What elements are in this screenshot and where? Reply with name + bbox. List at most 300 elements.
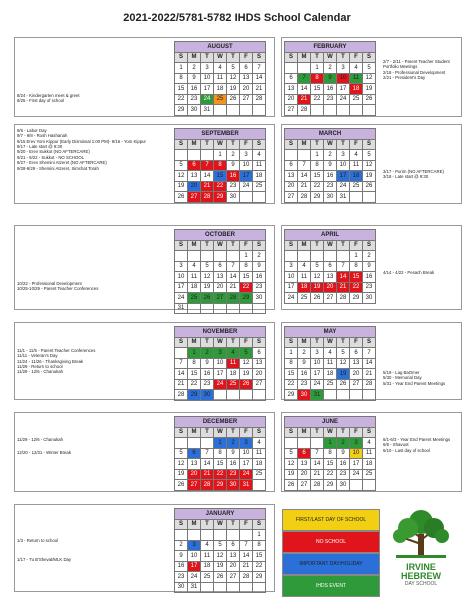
day-cell: 22: [311, 95, 324, 106]
calendar-april: [284, 229, 376, 304]
month-header: FEBRUARY: [285, 42, 376, 53]
day-cell: 20: [350, 369, 363, 380]
day-cell: 25: [350, 95, 363, 106]
empty-cell: [253, 304, 266, 315]
weekday-header: W: [324, 428, 337, 439]
empty-cell: [175, 251, 188, 262]
day-cell: 12: [363, 161, 376, 172]
day-cell: 7: [363, 348, 376, 359]
day-cell: 23: [324, 182, 337, 193]
weekday-header: W: [214, 140, 227, 151]
day-cell: 12: [285, 459, 298, 470]
weekday-header: W: [214, 241, 227, 252]
day-cell: 28: [363, 380, 376, 391]
day-cell: 6: [350, 348, 363, 359]
day-cell: 21: [240, 562, 253, 573]
day-cell: 27: [285, 192, 298, 203]
day-cell: 9: [227, 161, 240, 172]
day-cell: 17: [214, 369, 227, 380]
weekday-header: T: [311, 241, 324, 252]
day-cell: 3: [240, 438, 253, 449]
empty-cell: [350, 480, 363, 491]
day-cell: 12: [227, 74, 240, 85]
weekday-header: W: [324, 338, 337, 349]
notes-january: 1/3 - Return to school 1/17 - Tu B'Shevat/MLK Day: [17, 538, 72, 563]
day-cell: 1: [350, 251, 363, 262]
day-cell: 10: [337, 161, 350, 172]
day-cell: 17: [240, 171, 253, 182]
day-cell: 11: [298, 272, 311, 283]
tree-icon: [390, 508, 452, 558]
empty-cell: [363, 390, 376, 401]
day-cell: 22: [324, 470, 337, 481]
day-cell: 8: [311, 74, 324, 85]
weekday-header: S: [285, 338, 298, 349]
empty-cell: [253, 583, 266, 594]
day-cell: 21: [298, 182, 311, 193]
day-cell: 26: [201, 293, 214, 304]
weekday-header: M: [298, 428, 311, 439]
weekday-header: S: [285, 140, 298, 151]
empty-cell: [311, 105, 324, 116]
day-cell: 15: [214, 459, 227, 470]
empty-cell: [214, 583, 227, 594]
day-cell: 26: [214, 572, 227, 583]
day-cell: 3: [311, 348, 324, 359]
day-cell: 17: [188, 562, 201, 573]
weekday-header: T: [201, 53, 214, 64]
day-cell: 2: [324, 63, 337, 74]
weekday-header: M: [298, 241, 311, 252]
calendar-february: [284, 41, 376, 116]
weekday-header: M: [298, 53, 311, 64]
weekday-header: T: [201, 241, 214, 252]
day-cell: 20: [188, 182, 201, 193]
day-cell: 5: [214, 541, 227, 552]
day-cell: 25: [214, 95, 227, 106]
day-cell: 2: [175, 541, 188, 552]
day-cell: 20: [227, 562, 240, 573]
day-cell: 4: [227, 348, 240, 359]
day-cell: 4: [324, 348, 337, 359]
day-cell: 6: [227, 541, 240, 552]
day-cell: 5: [201, 262, 214, 273]
day-cell: 29: [240, 293, 253, 304]
empty-cell: [188, 150, 201, 161]
day-cell: 14: [201, 459, 214, 470]
day-cell: 21: [201, 182, 214, 193]
day-cell: 17: [337, 84, 350, 95]
weekday-header: S: [253, 428, 266, 439]
day-cell: 10: [285, 272, 298, 283]
day-cell: 7: [298, 74, 311, 85]
day-cell: 3: [175, 262, 188, 273]
day-cell: 12: [201, 272, 214, 283]
day-cell: 11: [363, 449, 376, 460]
calendar-november: [174, 326, 266, 401]
empty-cell: [175, 348, 188, 359]
day-cell: 30: [188, 105, 201, 116]
day-cell: 13: [214, 272, 227, 283]
day-cell: 22: [188, 380, 201, 391]
weekday-header: T: [337, 53, 350, 64]
calendar-december: [174, 416, 266, 491]
day-cell: 4: [350, 63, 363, 74]
empty-cell: [337, 105, 350, 116]
day-cell: 1: [324, 438, 337, 449]
day-cell: 7: [201, 161, 214, 172]
day-cell: 19: [311, 283, 324, 294]
weekday-header: S: [175, 53, 188, 64]
day-cell: 30: [253, 293, 266, 304]
day-cell: 31: [337, 192, 350, 203]
empty-cell: [285, 63, 298, 74]
legend-ihds-event: IHDS EVENT: [282, 575, 380, 597]
logo-line-1: IRVINE: [406, 562, 436, 572]
weekday-header: S: [363, 53, 376, 64]
day-cell: 9: [363, 262, 376, 273]
day-cell: 3: [214, 348, 227, 359]
day-cell: 25: [363, 470, 376, 481]
weekday-header: W: [324, 140, 337, 151]
empty-cell: [337, 251, 350, 262]
day-cell: 22: [214, 470, 227, 481]
day-cell: 14: [337, 272, 350, 283]
day-cell: 23: [227, 470, 240, 481]
day-cell: 5: [363, 150, 376, 161]
empty-cell: [201, 251, 214, 262]
empty-cell: [253, 192, 266, 203]
day-cell: 8: [214, 449, 227, 460]
day-cell: 10: [350, 449, 363, 460]
day-cell: 18: [298, 283, 311, 294]
day-cell: 27: [227, 572, 240, 583]
day-cell: 30: [175, 583, 188, 594]
day-cell: 14: [201, 171, 214, 182]
weekday-header: F: [240, 428, 253, 439]
day-cell: 27: [240, 95, 253, 106]
weekday-header: F: [240, 338, 253, 349]
day-cell: 5: [337, 348, 350, 359]
empty-cell: [175, 530, 188, 541]
day-cell: 26: [175, 192, 188, 203]
day-cell: 27: [253, 380, 266, 391]
day-cell: 29: [311, 192, 324, 203]
day-cell: 9: [298, 359, 311, 370]
day-cell: 25: [188, 293, 201, 304]
weekday-header: W: [214, 53, 227, 64]
logo-line-2: HEBREW: [401, 571, 441, 581]
day-cell: 30: [227, 192, 240, 203]
day-cell: 21: [227, 283, 240, 294]
day-cell: 18: [214, 84, 227, 95]
day-cell: 27: [188, 480, 201, 491]
day-cell: 16: [188, 84, 201, 95]
day-cell: 28: [253, 95, 266, 106]
empty-cell: [350, 105, 363, 116]
empty-cell: [285, 438, 298, 449]
day-cell: 6: [240, 63, 253, 74]
notes-march: 3/17 - Purim (NO AFTERCARE) 3/18 - Late start @ 9:30: [383, 169, 444, 180]
empty-cell: [311, 251, 324, 262]
weekday-header: W: [324, 241, 337, 252]
empty-cell: [188, 438, 201, 449]
day-cell: 10: [175, 272, 188, 283]
month-header: NOVEMBER: [175, 327, 266, 338]
day-cell: 21: [298, 95, 311, 106]
day-cell: 1: [240, 251, 253, 262]
day-cell: 15: [324, 459, 337, 470]
day-cell: 5: [175, 449, 188, 460]
empty-cell: [188, 530, 201, 541]
day-cell: 25: [324, 380, 337, 391]
day-cell: 13: [240, 74, 253, 85]
weekday-header: M: [188, 140, 201, 151]
empty-cell: [227, 583, 240, 594]
day-cell: 13: [227, 551, 240, 562]
empty-cell: [350, 390, 363, 401]
day-cell: 6: [214, 262, 227, 273]
weekday-header: S: [253, 53, 266, 64]
day-cell: 3: [285, 262, 298, 273]
weekday-header: T: [227, 53, 240, 64]
weekday-header: S: [285, 241, 298, 252]
day-cell: 6: [285, 74, 298, 85]
day-cell: 22: [253, 562, 266, 573]
empty-cell: [253, 390, 266, 401]
day-cell: 11: [253, 161, 266, 172]
day-cell: 28: [298, 192, 311, 203]
day-cell: 26: [363, 95, 376, 106]
day-cell: 13: [188, 171, 201, 182]
day-cell: 27: [214, 293, 227, 304]
day-cell: 7: [175, 359, 188, 370]
day-cell: 11: [350, 161, 363, 172]
day-cell: 7: [227, 262, 240, 273]
day-cell: 19: [363, 171, 376, 182]
weekday-header: S: [175, 428, 188, 439]
day-cell: 3: [337, 63, 350, 74]
day-cell: 9: [324, 74, 337, 85]
weekday-header: M: [298, 140, 311, 151]
day-cell: 23: [227, 182, 240, 193]
day-cell: 19: [363, 84, 376, 95]
empty-cell: [337, 390, 350, 401]
day-cell: 25: [227, 380, 240, 391]
weekday-header: W: [214, 520, 227, 531]
day-cell: 7: [240, 541, 253, 552]
empty-cell: [227, 251, 240, 262]
day-cell: 22: [175, 95, 188, 106]
day-cell: 23: [253, 283, 266, 294]
day-cell: 4: [188, 262, 201, 273]
day-cell: 15: [175, 84, 188, 95]
day-cell: 6: [253, 348, 266, 359]
day-cell: 13: [285, 84, 298, 95]
day-cell: 26: [227, 95, 240, 106]
empty-cell: [227, 530, 240, 541]
empty-cell: [214, 390, 227, 401]
weekday-header: S: [175, 520, 188, 531]
day-cell: 20: [240, 84, 253, 95]
day-cell: 18: [324, 369, 337, 380]
day-cell: 25: [298, 293, 311, 304]
empty-cell: [350, 192, 363, 203]
day-cell: 29: [188, 390, 201, 401]
day-cell: 18: [350, 84, 363, 95]
weekday-header: F: [350, 338, 363, 349]
day-cell: 7: [311, 449, 324, 460]
day-cell: 10: [214, 359, 227, 370]
day-cell: 25: [253, 182, 266, 193]
day-cell: 6: [298, 449, 311, 460]
day-cell: 21: [311, 470, 324, 481]
notes-february: 2/7 - 2/11 - Parent Teacher Student Portfolio Meetings 2/18 - Professional Development 2/21 - President's Day: [383, 59, 450, 81]
day-cell: 2: [363, 251, 376, 262]
notes-june: 6/1-6/3 - Year End Parent Meetings 6/6 - Shavuot 6/10 - Last day of school: [383, 437, 451, 453]
day-cell: 26: [240, 380, 253, 391]
weekday-header: F: [350, 140, 363, 151]
empty-cell: [214, 105, 227, 116]
day-cell: 6: [188, 449, 201, 460]
day-cell: 21: [363, 369, 376, 380]
day-cell: 9: [253, 262, 266, 273]
school-logo: [390, 508, 452, 588]
empty-cell: [201, 530, 214, 541]
day-cell: 23: [363, 283, 376, 294]
day-cell: 1: [311, 63, 324, 74]
day-cell: 22: [350, 283, 363, 294]
day-cell: 17: [175, 283, 188, 294]
weekday-header: M: [188, 241, 201, 252]
day-cell: 15: [311, 171, 324, 182]
day-cell: 9: [201, 359, 214, 370]
notes-may: 5/19 - Lag BaOmer 5/30 - Memorial Day 5/31 - Year End Parent Meetings: [383, 370, 446, 386]
day-cell: 10: [188, 551, 201, 562]
empty-cell: [240, 530, 253, 541]
notes-august: 8/24 - Kindergarten meet & greet 8/25 - First day of school: [17, 93, 80, 104]
day-cell: 23: [201, 380, 214, 391]
day-cell: 4: [350, 150, 363, 161]
day-cell: 26: [175, 480, 188, 491]
day-cell: 20: [285, 182, 298, 193]
empty-cell: [240, 192, 253, 203]
day-cell: 29: [214, 192, 227, 203]
weekday-header: T: [337, 140, 350, 151]
month-header: MAY: [285, 327, 376, 338]
day-cell: 5: [240, 348, 253, 359]
empty-cell: [214, 530, 227, 541]
logo-line-3: DAY SCHOOL: [404, 581, 438, 587]
day-cell: 15: [350, 272, 363, 283]
weekday-header: T: [201, 520, 214, 531]
day-cell: 23: [188, 95, 201, 106]
notes-september: 9/6 - Labor Day 9/7 - 9/8 - Rosh Hashanah 9/15 Erev Yom Kippur (Early Dismissal 1:00 PM)- 9/16 - Yom Kippur 9/17 - Late start @ 9:30 9/20 - Erev Sukkot (NO AFTERCARE) 9/21 - 9/22 - Sukkot - NO SCHOOL 9/27 - Erev Shemini Atzeret (NO AFTERCARE) 9/28-9/29 - Shemini Atzeret, Simchat Torah: [17, 128, 146, 171]
weekday-header: M: [188, 428, 201, 439]
day-cell: 28: [311, 480, 324, 491]
day-cell: 4: [214, 63, 227, 74]
day-cell: 30: [324, 192, 337, 203]
month-header: AUGUST: [175, 42, 266, 53]
day-cell: 16: [227, 459, 240, 470]
day-cell: 16: [337, 459, 350, 470]
day-cell: 1: [311, 150, 324, 161]
weekday-header: T: [227, 520, 240, 531]
day-cell: 21: [337, 283, 350, 294]
day-cell: 24: [201, 95, 214, 106]
day-cell: 8: [175, 74, 188, 85]
day-cell: 30: [298, 390, 311, 401]
month-header: APRIL: [285, 230, 376, 241]
day-cell: 30: [337, 480, 350, 491]
day-cell: 26: [337, 380, 350, 391]
day-cell: 16: [324, 84, 337, 95]
day-cell: 30: [201, 390, 214, 401]
day-cell: 11: [324, 359, 337, 370]
day-cell: 19: [337, 369, 350, 380]
day-cell: 9: [324, 161, 337, 172]
weekday-header: S: [175, 140, 188, 151]
day-cell: 29: [214, 480, 227, 491]
empty-cell: [188, 251, 201, 262]
day-cell: 15: [188, 369, 201, 380]
day-cell: 29: [285, 390, 298, 401]
notes-november: 11/1 - 11/5 - Parent Teacher Conferences 11/11 - Veteran's Day 11/24 - 11/26 - Thanksgiving Break 11/29 - Return to school 11/29 - 12/6 - Chanukah: [17, 348, 96, 375]
day-cell: 22: [285, 380, 298, 391]
day-cell: 15: [285, 369, 298, 380]
calendar-october: [174, 229, 266, 314]
day-cell: 2: [201, 348, 214, 359]
day-cell: 30: [227, 480, 240, 491]
day-cell: 3: [188, 541, 201, 552]
day-cell: 19: [175, 470, 188, 481]
empty-cell: [227, 304, 240, 315]
day-cell: 28: [201, 192, 214, 203]
day-cell: 24: [350, 470, 363, 481]
day-cell: 3: [201, 63, 214, 74]
day-cell: 8: [214, 161, 227, 172]
day-cell: 18: [188, 283, 201, 294]
day-cell: 2: [253, 251, 266, 262]
day-cell: 13: [188, 459, 201, 470]
weekday-header: S: [253, 140, 266, 151]
empty-cell: [240, 105, 253, 116]
empty-cell: [363, 480, 376, 491]
day-cell: 22: [240, 283, 253, 294]
weekday-header: T: [201, 338, 214, 349]
day-cell: 28: [337, 293, 350, 304]
day-cell: 4: [363, 438, 376, 449]
month-header: DECEMBER: [175, 417, 266, 428]
day-cell: 13: [324, 272, 337, 283]
day-cell: 16: [324, 171, 337, 182]
day-cell: 1: [285, 348, 298, 359]
empty-cell: [201, 304, 214, 315]
day-cell: 17: [350, 459, 363, 470]
weekday-header: S: [285, 53, 298, 64]
day-cell: 25: [350, 182, 363, 193]
empty-cell: [240, 390, 253, 401]
page-title: 2021-2022/5781-5782 IHDS School Calendar: [123, 12, 351, 24]
empty-cell: [175, 150, 188, 161]
day-cell: 11: [253, 449, 266, 460]
day-cell: 31: [201, 105, 214, 116]
day-cell: 22: [311, 182, 324, 193]
weekday-header: M: [188, 338, 201, 349]
day-cell: 16: [201, 369, 214, 380]
day-cell: 6: [188, 161, 201, 172]
empty-cell: [240, 304, 253, 315]
